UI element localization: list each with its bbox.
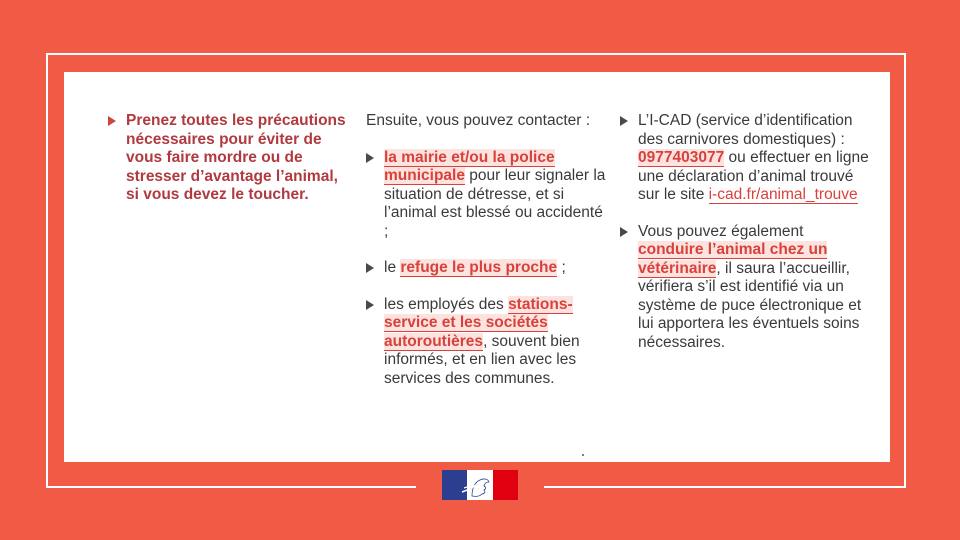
- vet-pre: Vous pouvez également: [638, 222, 804, 240]
- vet-link[interactable]: conduire l’animal chez un vétérinaire: [638, 241, 828, 277]
- content-card: [64, 72, 890, 462]
- icad-url-link[interactable]: i-cad.fr/animal_trouve: [708, 186, 858, 203]
- refuge-rest: ;: [557, 259, 566, 276]
- refuge-link[interactable]: refuge le plus proche: [400, 259, 558, 276]
- frame-bottom-right: [544, 486, 906, 488]
- icad-mid-text: ou effectuer en ligne une déclaration d’animal trouvé sur le site: [638, 149, 869, 203]
- column-contacts: [366, 112, 606, 388]
- triangle-bullet-icon: [620, 227, 628, 237]
- mairie-text: pour leur signaler la situation de détresse, et si l’animal est blessé ou accidenté ;: [384, 167, 606, 240]
- column-precautions: [108, 112, 348, 205]
- refuge-pre: le: [384, 259, 401, 276]
- column-icad: [620, 112, 870, 352]
- triangle-bullet-icon: [366, 263, 374, 273]
- frame-bottom-left: [46, 486, 416, 488]
- triangle-bullet-icon: [620, 116, 628, 126]
- stations-rest: , souvent bien informés, et en lien avec les services des communes.: [384, 332, 580, 387]
- triangle-bullet-icon: [366, 300, 374, 310]
- contacts-intro: Ensuite, vous pouvez contacter :: [366, 112, 591, 129]
- stations-link[interactable]: stations-service et les sociétés autoroutières: [384, 295, 573, 350]
- triangle-bullet-icon: [366, 153, 374, 163]
- list-item: [366, 296, 606, 389]
- list-item: [108, 112, 348, 205]
- frame-right: [904, 53, 906, 488]
- mairie-link[interactable]: la mairie et/ou la police municipale: [384, 148, 555, 184]
- list-item: [366, 259, 606, 278]
- stray-dot: [582, 454, 584, 456]
- list-item: [620, 112, 870, 205]
- icad-phone-link[interactable]: 0977403077: [638, 149, 725, 166]
- precautions-text: Prenez toutes les précautions nécessaires pour éviter de vous faire mordre ou de stresser d’avantage l’animal, si vous devez le toucher.: [126, 112, 346, 203]
- frame-top: [46, 53, 906, 55]
- frame-left: [46, 53, 48, 488]
- list-item: [620, 223, 870, 353]
- triangle-bullet-icon: [108, 116, 116, 126]
- marianne-logo-icon: [442, 470, 518, 500]
- icad-text: L’I-CAD (service d’identification des carnivores domestiques) :: [638, 112, 853, 148]
- vet-rest: , il saura l’accueillir, vérifiera s’il est identifié via un système de puce électronique et lui apportera les éventuels soins nécessaires.: [638, 259, 862, 351]
- list-item: [366, 149, 606, 242]
- stations-pre: les employés des: [384, 295, 509, 313]
